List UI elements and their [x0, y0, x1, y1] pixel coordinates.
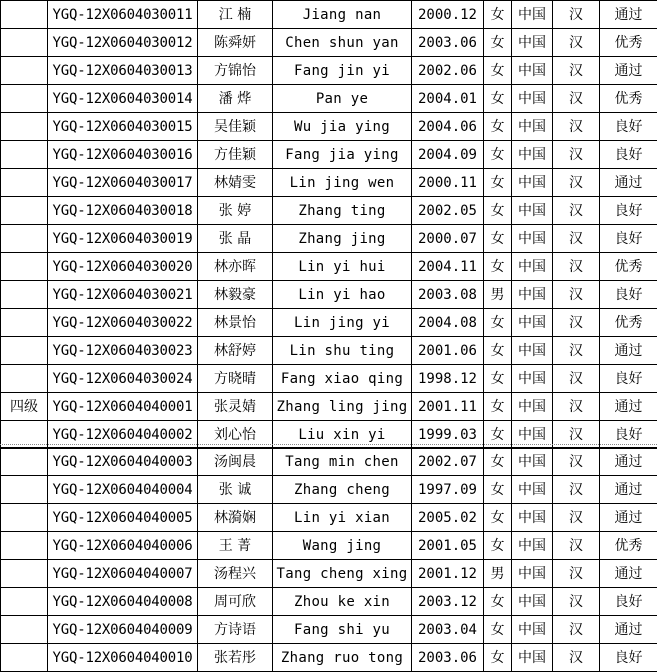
birth-date-cell: 2004.09	[412, 141, 484, 169]
name-cell: 刘心怡	[198, 421, 273, 449]
id-cell: YGQ-12X0604030020	[48, 253, 198, 281]
level-cell	[1, 141, 48, 169]
country-cell: 中国	[512, 57, 553, 85]
table-row	[1, 532, 657, 560]
birth-date-cell: 2001.06	[412, 337, 484, 365]
pinyin-cell: Lin yi hao	[273, 281, 412, 309]
ethnicity-cell: 汉	[553, 309, 600, 337]
id-cell: YGQ-12X0604030013	[48, 57, 198, 85]
result-cell: 优秀	[600, 29, 657, 57]
name-cell: 周可欣	[198, 588, 273, 616]
sex-cell: 女	[484, 337, 512, 365]
sex-cell: 男	[484, 281, 512, 309]
result-cell: 通过	[600, 448, 657, 476]
country-cell: 中国	[512, 365, 553, 393]
id-cell: YGQ-12X0604040010	[48, 644, 198, 672]
ethnicity-cell: 汉	[553, 448, 600, 476]
birth-date-cell: 2000.07	[412, 225, 484, 253]
ethnicity-cell: 汉	[553, 1, 600, 29]
birth-date-cell: 2000.12	[412, 1, 484, 29]
id-cell: YGQ-12X0604030024	[48, 365, 198, 393]
sex-cell: 女	[484, 393, 512, 421]
pinyin-cell: Wang jing	[273, 532, 412, 560]
result-cell: 良好	[600, 421, 657, 449]
country-cell: 中国	[512, 588, 553, 616]
roster-table-bottom	[0, 447, 657, 672]
pinyin-cell: Lin yi xian	[273, 504, 412, 532]
level-cell	[1, 337, 48, 365]
ethnicity-cell: 汉	[553, 504, 600, 532]
name-cell: 潘 烨	[198, 85, 273, 113]
country-cell: 中国	[512, 309, 553, 337]
country-cell: 中国	[512, 421, 553, 449]
ethnicity-cell: 汉	[553, 169, 600, 197]
name-cell: 林毅豪	[198, 281, 273, 309]
birth-date-cell: 2001.11	[412, 393, 484, 421]
country-cell: 中国	[512, 560, 553, 588]
table-row	[1, 225, 657, 253]
result-cell: 优秀	[600, 253, 657, 281]
pinyin-cell: Fang xiao qing	[273, 365, 412, 393]
country-cell: 中国	[512, 281, 553, 309]
table-row	[1, 309, 657, 337]
name-cell: 林景怡	[198, 309, 273, 337]
birth-date-cell: 1997.09	[412, 476, 484, 504]
id-cell: YGQ-12X0604040002	[48, 421, 198, 449]
level-cell	[1, 448, 48, 476]
ethnicity-cell: 汉	[553, 253, 600, 281]
pinyin-cell: Chen shun yan	[273, 29, 412, 57]
level-cell	[1, 476, 48, 504]
ethnicity-cell: 汉	[553, 85, 600, 113]
birth-date-cell: 2003.04	[412, 616, 484, 644]
sex-cell: 女	[484, 1, 512, 29]
ethnicity-cell: 汉	[553, 141, 600, 169]
sex-cell: 女	[484, 616, 512, 644]
birth-date-cell: 2004.11	[412, 253, 484, 281]
pinyin-cell: Tang cheng xing	[273, 560, 412, 588]
level-cell	[1, 616, 48, 644]
pinyin-cell: Zhang cheng	[273, 476, 412, 504]
country-cell: 中国	[512, 29, 553, 57]
country-cell: 中国	[512, 225, 553, 253]
level-cell	[1, 197, 48, 225]
level-cell	[1, 169, 48, 197]
table-row	[1, 337, 657, 365]
result-cell: 良好	[600, 113, 657, 141]
country-cell: 中国	[512, 337, 553, 365]
country-cell: 中国	[512, 616, 553, 644]
birth-date-cell: 2005.02	[412, 504, 484, 532]
pinyin-cell: Zhang ling jing	[273, 393, 412, 421]
table-row	[1, 281, 657, 309]
table-row	[1, 504, 657, 532]
name-cell: 江 楠	[198, 1, 273, 29]
table-row	[1, 1, 657, 29]
level-cell	[1, 365, 48, 393]
id-cell: YGQ-12X0604030019	[48, 225, 198, 253]
name-cell: 张 诚	[198, 476, 273, 504]
id-cell: YGQ-12X0604030012	[48, 29, 198, 57]
id-cell: YGQ-12X0604040008	[48, 588, 198, 616]
level-cell	[1, 29, 48, 57]
id-cell: YGQ-12X0604030017	[48, 169, 198, 197]
result-cell: 通过	[600, 560, 657, 588]
id-cell: YGQ-12X0604030023	[48, 337, 198, 365]
table-row	[1, 57, 657, 85]
birth-date-cell: 1998.12	[412, 365, 484, 393]
level-cell	[1, 309, 48, 337]
sex-cell: 女	[484, 141, 512, 169]
result-cell: 优秀	[600, 85, 657, 113]
country-cell: 中国	[512, 504, 553, 532]
country-cell: 中国	[512, 113, 553, 141]
pinyin-cell: Fang shi yu	[273, 616, 412, 644]
sex-cell: 女	[484, 421, 512, 449]
table-row	[1, 588, 657, 616]
country-cell: 中国	[512, 85, 553, 113]
result-cell: 通过	[600, 504, 657, 532]
sex-cell: 女	[484, 588, 512, 616]
result-cell: 良好	[600, 588, 657, 616]
birth-date-cell: 2002.07	[412, 448, 484, 476]
ethnicity-cell: 汉	[553, 393, 600, 421]
name-cell: 张 晶	[198, 225, 273, 253]
ethnicity-cell: 汉	[553, 421, 600, 449]
name-cell: 林舒婷	[198, 337, 273, 365]
name-cell: 林漪娴	[198, 504, 273, 532]
pinyin-cell: Lin shu ting	[273, 337, 412, 365]
birth-date-cell: 2004.06	[412, 113, 484, 141]
id-cell: YGQ-12X0604040005	[48, 504, 198, 532]
level-cell	[1, 1, 48, 29]
sex-cell: 女	[484, 57, 512, 85]
result-cell: 通过	[600, 476, 657, 504]
level-cell	[1, 113, 48, 141]
id-cell: YGQ-12X0604030016	[48, 141, 198, 169]
id-cell: YGQ-12X0604030014	[48, 85, 198, 113]
pinyin-cell: Pan ye	[273, 85, 412, 113]
name-cell: 林亦晖	[198, 253, 273, 281]
birth-date-cell: 2004.01	[412, 85, 484, 113]
id-cell: YGQ-12X0604040007	[48, 560, 198, 588]
level-cell: 四级	[1, 393, 48, 421]
sex-cell: 女	[484, 225, 512, 253]
id-cell: YGQ-12X0604040004	[48, 476, 198, 504]
result-cell: 良好	[600, 365, 657, 393]
table-row	[1, 29, 657, 57]
name-cell: 方锦怡	[198, 57, 273, 85]
id-cell: YGQ-12X0604030021	[48, 281, 198, 309]
ethnicity-cell: 汉	[553, 560, 600, 588]
result-cell: 良好	[600, 197, 657, 225]
ethnicity-cell: 汉	[553, 197, 600, 225]
birth-date-cell: 2003.12	[412, 588, 484, 616]
pinyin-cell: Lin jing wen	[273, 169, 412, 197]
country-cell: 中国	[512, 169, 553, 197]
level-cell	[1, 281, 48, 309]
result-cell: 良好	[600, 644, 657, 672]
sex-cell: 女	[484, 365, 512, 393]
result-cell: 通过	[600, 616, 657, 644]
id-cell: YGQ-12X0604030011	[48, 1, 198, 29]
ethnicity-cell: 汉	[553, 57, 600, 85]
result-cell: 通过	[600, 57, 657, 85]
birth-date-cell: 2002.06	[412, 57, 484, 85]
ethnicity-cell: 汉	[553, 225, 600, 253]
level-cell	[1, 560, 48, 588]
country-cell: 中国	[512, 393, 553, 421]
sex-cell: 女	[484, 169, 512, 197]
level-cell	[1, 85, 48, 113]
birth-date-cell: 2001.05	[412, 532, 484, 560]
ethnicity-cell: 汉	[553, 616, 600, 644]
sex-cell: 女	[484, 85, 512, 113]
sex-cell: 女	[484, 644, 512, 672]
birth-date-cell: 2001.12	[412, 560, 484, 588]
birth-date-cell: 2002.05	[412, 197, 484, 225]
name-cell: 方诗语	[198, 616, 273, 644]
pinyin-cell: Zhou ke xin	[273, 588, 412, 616]
level-cell	[1, 532, 48, 560]
level-cell	[1, 644, 48, 672]
sex-cell: 女	[484, 504, 512, 532]
birth-date-cell: 2000.11	[412, 169, 484, 197]
country-cell: 中国	[512, 1, 553, 29]
result-cell: 良好	[600, 281, 657, 309]
ethnicity-cell: 汉	[553, 281, 600, 309]
country-cell: 中国	[512, 253, 553, 281]
pinyin-cell: Fang jin yi	[273, 57, 412, 85]
ethnicity-cell: 汉	[553, 532, 600, 560]
level-cell	[1, 225, 48, 253]
birth-date-cell: 2003.08	[412, 281, 484, 309]
birth-date-cell: 2003.06	[412, 644, 484, 672]
ethnicity-cell: 汉	[553, 365, 600, 393]
pinyin-cell: Zhang ruo tong	[273, 644, 412, 672]
pinyin-cell: Wu jia ying	[273, 113, 412, 141]
sex-cell: 女	[484, 113, 512, 141]
id-cell: YGQ-12X0604040003	[48, 448, 198, 476]
result-cell: 优秀	[600, 532, 657, 560]
name-cell: 方晓晴	[198, 365, 273, 393]
table-row	[1, 253, 657, 281]
pinyin-cell: Fang jia ying	[273, 141, 412, 169]
table-row	[1, 393, 657, 421]
country-cell: 中国	[512, 644, 553, 672]
sex-cell: 男	[484, 560, 512, 588]
country-cell: 中国	[512, 476, 553, 504]
table-row	[1, 476, 657, 504]
pinyin-cell: Tang min chen	[273, 448, 412, 476]
name-cell: 陈舜妍	[198, 29, 273, 57]
sex-cell: 女	[484, 532, 512, 560]
result-cell: 良好	[600, 141, 657, 169]
page-break-line	[0, 444, 657, 445]
table-row	[1, 365, 657, 393]
name-cell: 方佳颖	[198, 141, 273, 169]
result-cell: 通过	[600, 169, 657, 197]
country-cell: 中国	[512, 141, 553, 169]
result-cell: 通过	[600, 1, 657, 29]
level-cell	[1, 253, 48, 281]
birth-date-cell: 1999.03	[412, 421, 484, 449]
pinyin-cell: Lin jing yi	[273, 309, 412, 337]
name-cell: 林婧雯	[198, 169, 273, 197]
table-row	[1, 644, 657, 672]
sex-cell: 女	[484, 253, 512, 281]
pinyin-cell: Jiang nan	[273, 1, 412, 29]
name-cell: 张若彤	[198, 644, 273, 672]
sex-cell: 女	[484, 476, 512, 504]
sex-cell: 女	[484, 197, 512, 225]
name-cell: 张灵婧	[198, 393, 273, 421]
result-cell: 通过	[600, 393, 657, 421]
id-cell: YGQ-12X0604030015	[48, 113, 198, 141]
sex-cell: 女	[484, 448, 512, 476]
id-cell: YGQ-12X0604030022	[48, 309, 198, 337]
ethnicity-cell: 汉	[553, 29, 600, 57]
table-row	[1, 197, 657, 225]
name-cell: 吴佳颖	[198, 113, 273, 141]
level-cell	[1, 57, 48, 85]
sex-cell: 女	[484, 309, 512, 337]
table-row	[1, 113, 657, 141]
id-cell: YGQ-12X0604040001	[48, 393, 198, 421]
table-row	[1, 616, 657, 644]
country-cell: 中国	[512, 532, 553, 560]
ethnicity-cell: 汉	[553, 337, 600, 365]
id-cell: YGQ-12X0604040006	[48, 532, 198, 560]
ethnicity-cell: 汉	[553, 476, 600, 504]
table-row	[1, 560, 657, 588]
country-cell: 中国	[512, 448, 553, 476]
table-row	[1, 85, 657, 113]
name-cell: 汤闽晨	[198, 448, 273, 476]
table-row	[1, 169, 657, 197]
ethnicity-cell: 汉	[553, 644, 600, 672]
id-cell: YGQ-12X0604030018	[48, 197, 198, 225]
country-cell: 中国	[512, 197, 553, 225]
level-cell	[1, 588, 48, 616]
birth-date-cell: 2004.08	[412, 309, 484, 337]
ethnicity-cell: 汉	[553, 113, 600, 141]
id-cell: YGQ-12X0604040009	[48, 616, 198, 644]
sex-cell: 女	[484, 29, 512, 57]
table-row	[1, 141, 657, 169]
pinyin-cell: Liu xin yi	[273, 421, 412, 449]
name-cell: 王 菁	[198, 532, 273, 560]
result-cell: 优秀	[600, 309, 657, 337]
pinyin-cell: Zhang jing	[273, 225, 412, 253]
pinyin-cell: Lin yi hui	[273, 253, 412, 281]
result-cell: 良好	[600, 225, 657, 253]
birth-date-cell: 2003.06	[412, 29, 484, 57]
name-cell: 汤程兴	[198, 560, 273, 588]
table-row	[1, 448, 657, 476]
name-cell: 张 婷	[198, 197, 273, 225]
ethnicity-cell: 汉	[553, 588, 600, 616]
result-cell: 通过	[600, 337, 657, 365]
level-cell	[1, 504, 48, 532]
pinyin-cell: Zhang ting	[273, 197, 412, 225]
